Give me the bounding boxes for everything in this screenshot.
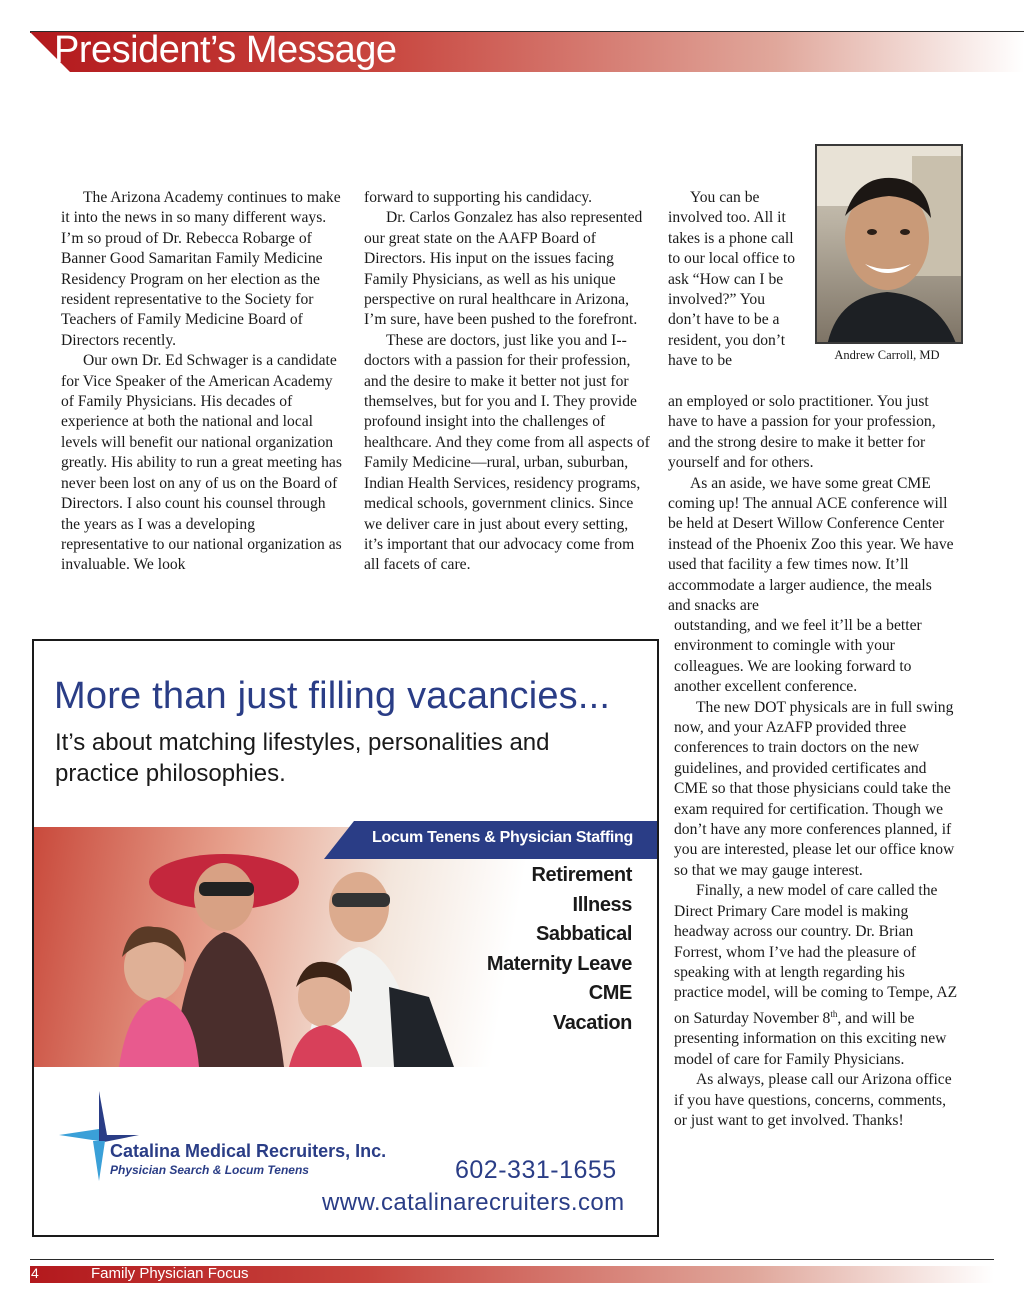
ad-reason-item: Retirement	[531, 864, 632, 886]
page-title: President’s Message	[54, 29, 397, 71]
paragraph: These are doctors, just like you and I--doctors with a passion for their profession, and the desire to make it better not just for themselves, but for you and I. They provide profound insight into the challenges of healthcare. And they come from all aspects of Family Medicine—rural, urban, suburban, Indian Health Services, residency programs, medical schools, government clinics. Since we deliver care in just about every setting, it’s important that our advocacy come from all facets of care.	[364, 331, 650, 574]
ordinal-suffix: th	[830, 1008, 838, 1019]
paragraph-text: Finally, a new model of care called the Direct Primary Care model is making headway across our country. Dr. Brian Forrest, whom I’ve had the pleasure of speaking with at length regarding his practice model, will be coming to Tempe, AZ on Saturday November 8	[674, 882, 958, 1027]
company-name: Catalina Medical Recruiters, Inc.	[110, 1141, 387, 1161]
company-tagline: Physician Search & Locum Tenens	[110, 1163, 309, 1177]
family-photo-illustration	[34, 827, 534, 1067]
advertisement[interactable]	[32, 639, 659, 1237]
ad-reason-item: Vacation	[552, 1011, 632, 1034]
ad-website-link[interactable]: www.catalinarecruiters.com	[322, 1189, 625, 1216]
footer-rule	[30, 1259, 994, 1260]
paragraph: forward to supporting his candidacy.	[364, 189, 593, 206]
ad-reason-item: Maternity Leave	[486, 952, 632, 975]
ad-banner-label: Locum Tenens & Physician Staffing	[372, 829, 633, 846]
portrait-illustration	[817, 146, 963, 344]
paragraph: Our own Dr. Ed Schwager is a candidate for Vice Speaker of the American Academy of Family Physicians. His decades of experience at both the national and local levels will benefit our national organization greatly. His ability to run a great meeting has never been lost on any of us on the Board of Directors. I also count his counsel through the years as I was a developing representative to our national organization as invaluable. We look	[61, 352, 342, 574]
ad-subheadline: It’s about matching lifestyles, personalities and practice philosophies.	[55, 729, 550, 787]
paragraph-text: , and will be presenting information on this exciting new model of care for Family Physicians.	[674, 1009, 947, 1068]
article-column-3-narrow	[668, 188, 798, 372]
ad-reason-item: Illness	[572, 893, 632, 916]
article-column-1	[61, 188, 346, 576]
paragraph: The Arizona Academy continues to make it into the news in so many different ways. I’m so proud of Dr. Rebecca Robarge of Banner Good Samaritan Family Medicine Residency Program on her election as the resident representative to the Society for Teachers of Family Medicine Board of Directors recently.	[61, 189, 341, 349]
paragraph: Dr. Carlos Gonzalez has also represented our great state on the AAFP Board of Directors. His input on the issues facing Family Physicians, as well as his unique perspective on rural healthcare in Arizona, I’m sure, have been pushed to the forefront.	[364, 209, 643, 329]
paragraph: The new DOT physicals are in full swing now, and your AzAFP provided three conferences to train doctors on the new guidelines, and provided certificates and CME so that those physicians could take the exam required for certification. Though we don’t have any more conferences planned, if you are interested, please let our office know so that we may gauge interest.	[674, 698, 955, 879]
publication-name: Family Physician Focus	[91, 1265, 249, 1282]
article-column-3-lower	[674, 616, 958, 1131]
paragraph: As always, please call our Arizona office if you have questions, concerns, comments, or just want to get involved. Thanks!	[674, 1071, 952, 1129]
article-column-3-wide	[668, 392, 958, 616]
ad-reasons-list	[487, 861, 632, 1038]
ad-reason-item: CME	[588, 982, 632, 1004]
paragraph	[674, 881, 958, 1070]
article-column-2	[364, 188, 650, 576]
ad-phone-number[interactable]: 602-331-1655	[455, 1156, 617, 1184]
page-number: 4	[31, 1265, 39, 1281]
paragraph: an employed or solo practitioner. You just have to have a passion for your profession, and the strong desire to make it better for yourself and for others.	[668, 393, 936, 472]
author-photo	[815, 144, 963, 344]
paragraph: outstanding, and we feel it’ll be a better environment to comingle with your colleagues. We are looking forward to another excellent conference.	[674, 617, 922, 696]
ad-headline: More than just filling vacancies...	[54, 675, 611, 717]
ad-reason-item: Sabbatical	[535, 923, 632, 945]
photo-caption: Andrew Carroll, MD	[834, 348, 940, 362]
paragraph: You can be involved too. All it takes is a phone call to our local office to ask “How can I be involved?” You don’t have to be a resident, you don’t have to be	[668, 189, 796, 370]
paragraph: As an aside, we have some great CME coming up! The annual ACE conference will be held at Desert Willow Conference Center instead of the Phoenix Zoo this year. We have used that facility a few times now. It’ll accommodate a larger audience, the meals and snacks are	[668, 474, 954, 615]
